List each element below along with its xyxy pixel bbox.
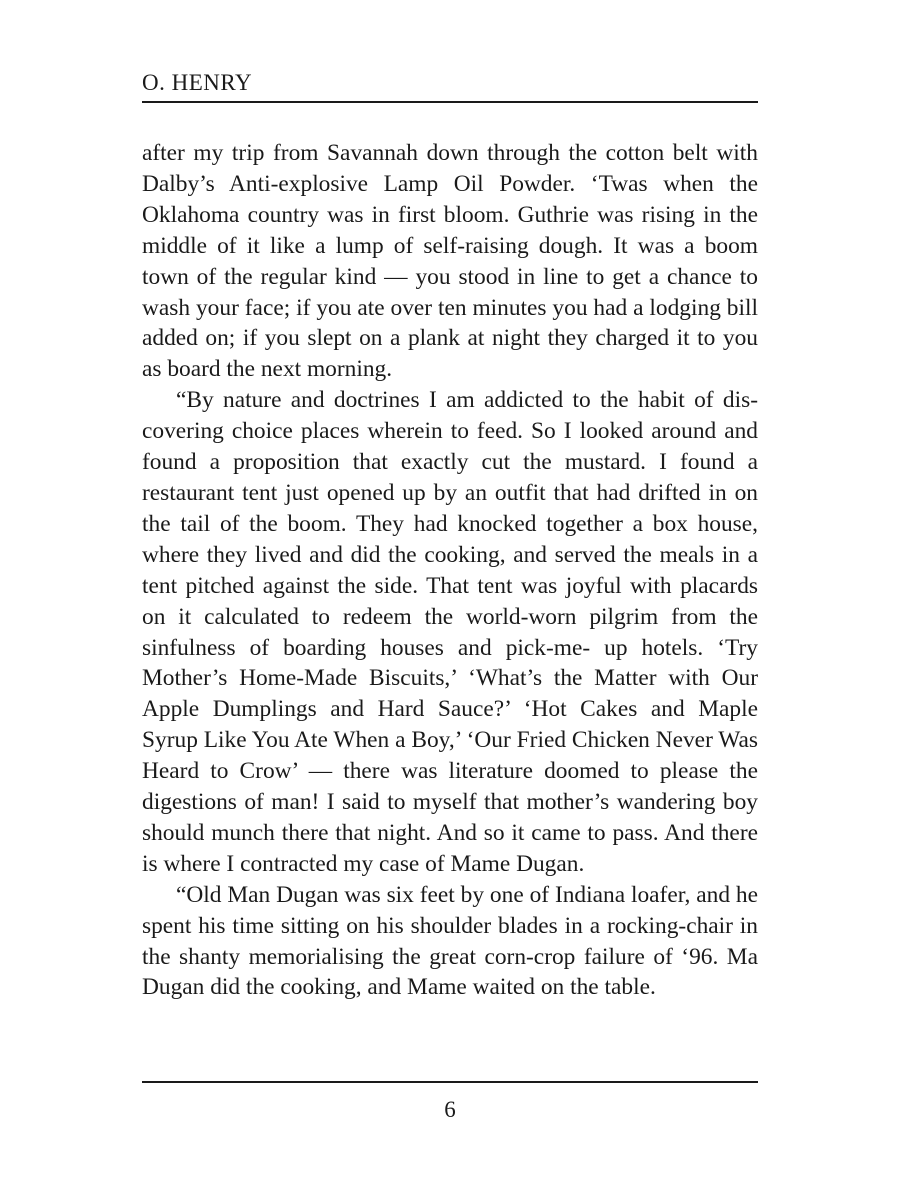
paragraph-3: “Old Man Dugan was six feet by one of Indiana loafer, and he spent his time sitting on his shoulder blades in a rocking-chair in the shanty memorialising the great corn-crop failure of ‘96. Ma Dugan did the cooking, and Mame waited on the table. — [142, 881, 758, 1001]
paragraph-1: after my trip from Savannah down through the cotton belt with Dalby’s Anti-explosive Lamp Oil Powder. ‘Twas when the Oklahoma country was in first bloom. Guthrie was rising in the middle of it like a lump of self-raising dough. It was a boom town of the regular kind — you stood in line to get a chance to wash your face; if you ate over ten minutes you had a lodging bill added on; if you slept on a plank at night they charged it to you as board the next morning. — [142, 140, 758, 383]
running-header: O. HENRY — [142, 70, 253, 95]
body-text — [142, 138, 758, 1003]
paragraph-2: “By nature and doctrines I am addicted to the habit of discovering choice places wherein to feed. So I looked around and found a proposition that exactly cut the mustard. I found a restaurant tent just opened up by an outfit that had drifted in on the tail of the boom. They had knocked together a box house, where they lived and did the cooking, and served the meals in a tent pitched against the side. That tent was joyful with placards on it calculated to redeem the world-worn pilgrim from the sinfulness of boarding houses and pick-me- up hotels. ‘Try Mother’s Home-Made Biscuits,’ ‘What’s the Matter with Our Apple Dumplings and Hard Sauce?’ ‘Hot Cakes and Maple Syrup Like You Ate When a Boy,’ ‘Our Fried Chicken Never Was Heard to Crow’ — there was literature doomed to please the digestions of man! I said to myself that mother’s wandering boy should munch there that night. And so it came to pass. And there is where I contracted my case of Mame Dugan. — [142, 387, 758, 877]
footer-rule — [142, 1081, 758, 1083]
page-number: 6 — [444, 1097, 456, 1122]
header-rule — [142, 101, 758, 103]
